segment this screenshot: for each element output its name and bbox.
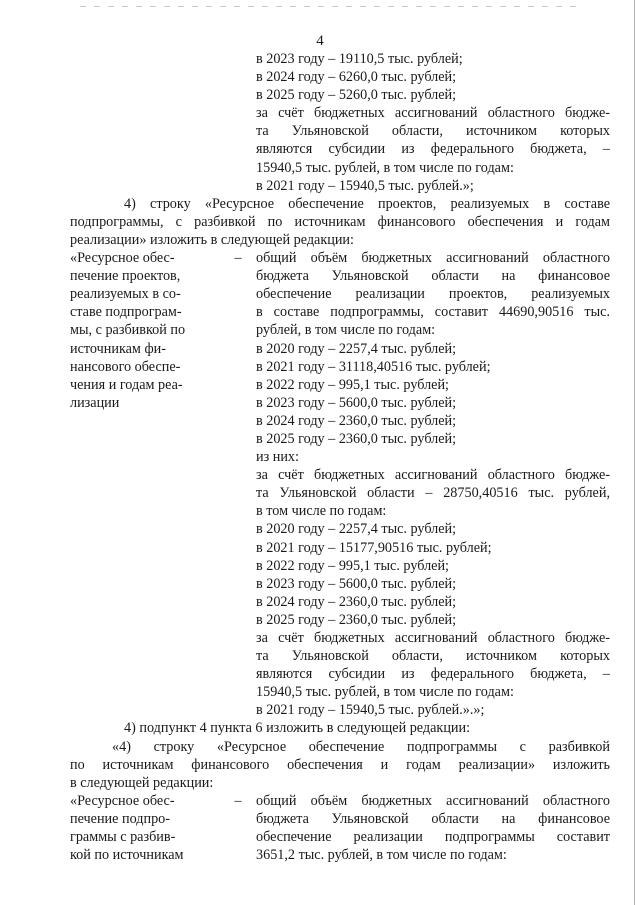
text-line: та Ульяновской области, источником которых <box>256 123 610 140</box>
value-line: в 2021 году – 15177,90516 тыс. рублей; <box>256 539 492 556</box>
value-line: бюджета Ульяновской области на финансовое <box>256 268 610 285</box>
value-line: та Ульяновской области, источником которых <box>256 648 610 665</box>
value-line: являются субсидии из федерального бюджета, – <box>256 666 610 683</box>
text-line: реализации» изложить в следующей редакции: <box>70 231 354 248</box>
row-label <box>70 249 220 719</box>
label-line: печение проектов, <box>70 268 181 285</box>
label-line: кой по источникам <box>70 847 184 864</box>
label-line: граммы с разбив- <box>70 829 176 846</box>
label-line: чения и годам реа- <box>70 376 183 393</box>
value-line: рублей, в том числе по годам: <box>256 322 436 339</box>
value-line: в 2024 году – 2360,0 тыс. рублей; <box>256 412 457 429</box>
row-value <box>256 792 610 864</box>
value-line: в 2022 году – 995,1 тыс. рублей; <box>256 557 449 574</box>
resource-table-2 <box>70 792 610 864</box>
value-line: бюджета Ульяновской области на финансовое <box>256 810 610 827</box>
page-number: 4 <box>316 33 324 49</box>
value-line: 3651,2 тыс. рублей, в том числе по годам: <box>256 847 507 864</box>
paragraph-3 <box>70 738 610 792</box>
value-line: в 2025 году – 2360,0 тыс. рублей; <box>256 430 457 447</box>
value-line: обеспечение реализации проектов, реализуемых <box>256 286 610 303</box>
resource-table-1 <box>70 249 610 719</box>
label-line: мы, с разбивкой по <box>70 322 186 339</box>
text-line: 15940,5 тыс. рублей, в том числе по годам: <box>256 159 514 176</box>
label-line: источникам фи- <box>70 340 166 357</box>
label-line: печение подпро- <box>70 810 170 827</box>
value-line: в 2021 году – 31118,40516 тыс. рублей; <box>256 358 491 375</box>
text-line: по источникам финансового обеспечения и годам реализации» изложить <box>70 756 610 773</box>
value-line: в 2020 году – 2257,4 тыс. рублей; <box>256 521 457 538</box>
value-line: та Ульяновской области – 28750,40516 тыс. рублей, <box>256 485 610 502</box>
value-line: за счёт бюджетных ассигнований областного бюдже- <box>256 467 610 484</box>
value-line: общий объём бюджетных ассигнований областного <box>256 792 610 809</box>
text-line: в 2025 году – 5260,0 тыс. рублей; <box>256 87 457 104</box>
value-line: в 2025 году – 2360,0 тыс. рублей; <box>256 611 457 628</box>
label-line: «Ресурсное обес- <box>70 792 175 809</box>
row-dash <box>220 792 256 864</box>
row-value <box>256 249 610 719</box>
paragraph-1 <box>70 195 610 249</box>
dash-glyph: – <box>234 792 242 809</box>
value-line: в 2020 году – 2257,4 тыс. рублей; <box>256 340 457 357</box>
label-line: нансового обеспе- <box>70 358 181 375</box>
value-line: в 2023 году – 5600,0 тыс. рублей; <box>256 394 457 411</box>
row-dash <box>220 249 256 719</box>
scan-top-edge <box>80 6 580 7</box>
label-line: ставе подпрограм- <box>70 304 182 321</box>
text-line: в 2024 году – 6260,0 тыс. рублей; <box>256 69 457 86</box>
label-line: «Ресурсное обес- <box>70 250 175 267</box>
value-line: в том числе по годам: <box>256 503 387 520</box>
text-line: в 2021 году – 15940,5 тыс. рублей.»; <box>256 177 474 194</box>
value-line: в 2021 году – 15940,5 тыс. рублей.».»; <box>256 702 485 719</box>
dash-glyph: – <box>234 250 242 267</box>
value-line: общий объём бюджетных ассигнований областного <box>256 250 610 267</box>
document-body <box>70 50 610 864</box>
value-line: за счёт бюджетных ассигнований областного бюдже- <box>256 630 610 646</box>
value-line: в 2024 году – 2360,0 тыс. рублей; <box>256 593 457 610</box>
scan-right-edge <box>634 0 635 905</box>
text-line: подпрограммы, с разбивкой по источникам финансового обеспечения и годам <box>70 213 610 230</box>
continuation-block <box>256 50 610 195</box>
value-line: 15940,5 тыс. рублей, в том числе по годам: <box>256 684 514 701</box>
text-line: «4) строку «Ресурсное обеспечение подпрограммы с разбивкой <box>112 738 610 755</box>
value-line: в 2023 году – 5600,0 тыс. рублей; <box>256 575 457 592</box>
value-line: из них: <box>256 449 299 466</box>
row-label <box>70 792 220 864</box>
value-line: обеспечение реализации подпрограммы составит <box>256 829 610 846</box>
text-line: в 2023 году – 19110,5 тыс. рублей; <box>256 51 463 67</box>
text-line: являются субсидии из федерального бюджета, – <box>256 141 610 158</box>
value-line: в составе подпрограммы, составит 44690,90516 тыс. <box>256 304 610 321</box>
paragraph-2: 4) подпункт 4 пункта 6 изложить в следующей редакции: <box>124 720 471 737</box>
label-line: лизации <box>70 394 120 411</box>
value-line: в 2022 году – 995,1 тыс. рублей; <box>256 376 449 393</box>
text-line: за счёт бюджетных ассигнований областного бюдже- <box>256 105 610 122</box>
label-line: реализуемых в со- <box>70 286 181 303</box>
text-line: в следующей редакции: <box>70 774 214 791</box>
text-line: 4) строку «Ресурсное обеспечение проектов, реализуемых в составе <box>124 195 610 212</box>
